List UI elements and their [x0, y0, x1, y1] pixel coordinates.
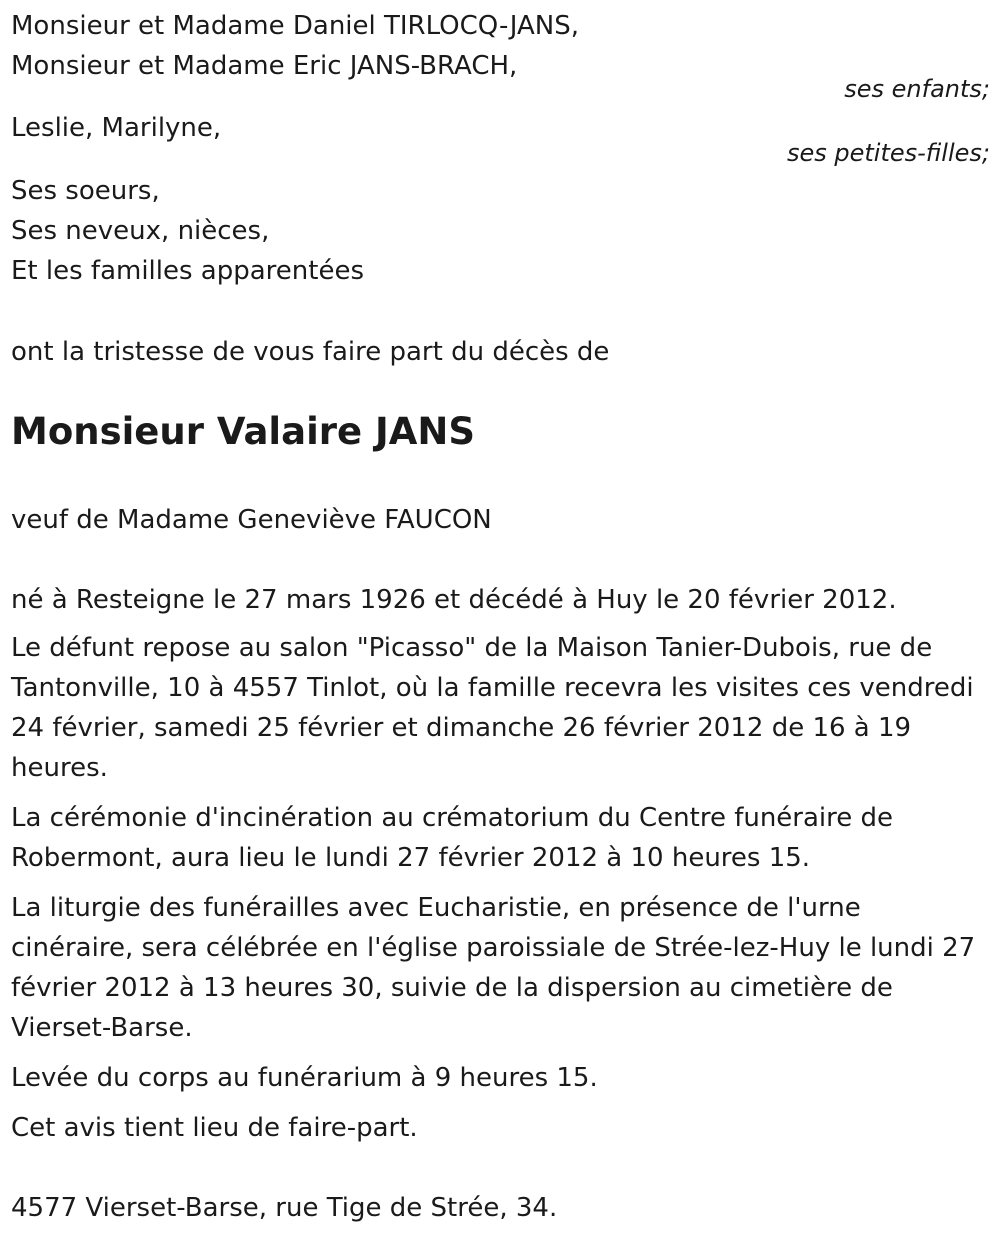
announcement-text: ont la tristesse de vous faire part du décès de	[11, 337, 610, 367]
widower-of: veuf de Madame Geneviève FAUCON	[11, 505, 492, 535]
child-line-1: Monsieur et Madame Daniel TIRLOCQ-JANS,	[11, 11, 580, 41]
repose-line-1: Le défunt repose au salon "Picasso" de la Maison Tanier-Dubois, rue de	[11, 633, 933, 663]
liturgy-line-1: La liturgie des funérailles avec Eucharistie, en présence de l'urne	[11, 893, 861, 923]
deceased-name: Monsieur Valaire JANS	[11, 410, 475, 453]
ceremony-line-1: La cérémonie d'incinération au crématorium du Centre funéraire de	[11, 803, 894, 833]
birth-death-dates: né à Resteigne le 27 mars 1926 et décédé à Huy le 20 février 2012.	[11, 585, 897, 615]
repose-line-2: Tantonville, 10 à 4557 Tinlot, où la famille recevra les visites ces vendredi	[11, 673, 974, 703]
child-line-2: Monsieur et Madame Eric JANS-BRACH,	[11, 51, 518, 81]
relatives-line-2: Ses neveux, nièces,	[11, 216, 270, 246]
address-text: 4577 Vierset-Barse, rue Tige de Strée, 34.	[11, 1193, 558, 1223]
liturgy-line-3: février 2012 à 13 heures 30, suivie de la dispersion au cimetière de	[11, 973, 893, 1003]
grandchildren-line: Leslie, Marilyne,	[11, 113, 222, 143]
repose-line-4: heures.	[11, 753, 108, 783]
relatives-line-1: Ses soeurs,	[11, 176, 160, 206]
children-role: ses enfants;	[844, 75, 990, 103]
levee-text: Levée du corps au funérarium à 9 heures 15.	[11, 1063, 598, 1093]
relatives-line-3: Et les familles apparentées	[11, 256, 365, 286]
repose-line-3: 24 février, samedi 25 février et dimanche 26 février 2012 de 16 à 19	[11, 713, 912, 743]
notice-text: Cet avis tient lieu de faire-part.	[11, 1113, 418, 1143]
grandchildren-role: ses petites-filles;	[786, 139, 990, 167]
ceremony-line-2: Robermont, aura lieu le lundi 27 février 2012 à 10 heures 15.	[11, 843, 811, 873]
liturgy-line-2: cinéraire, sera célébrée en l'église paroissiale de Strée-lez-Huy le lundi 27	[11, 933, 976, 963]
liturgy-line-4: Vierset-Barse.	[11, 1013, 193, 1043]
